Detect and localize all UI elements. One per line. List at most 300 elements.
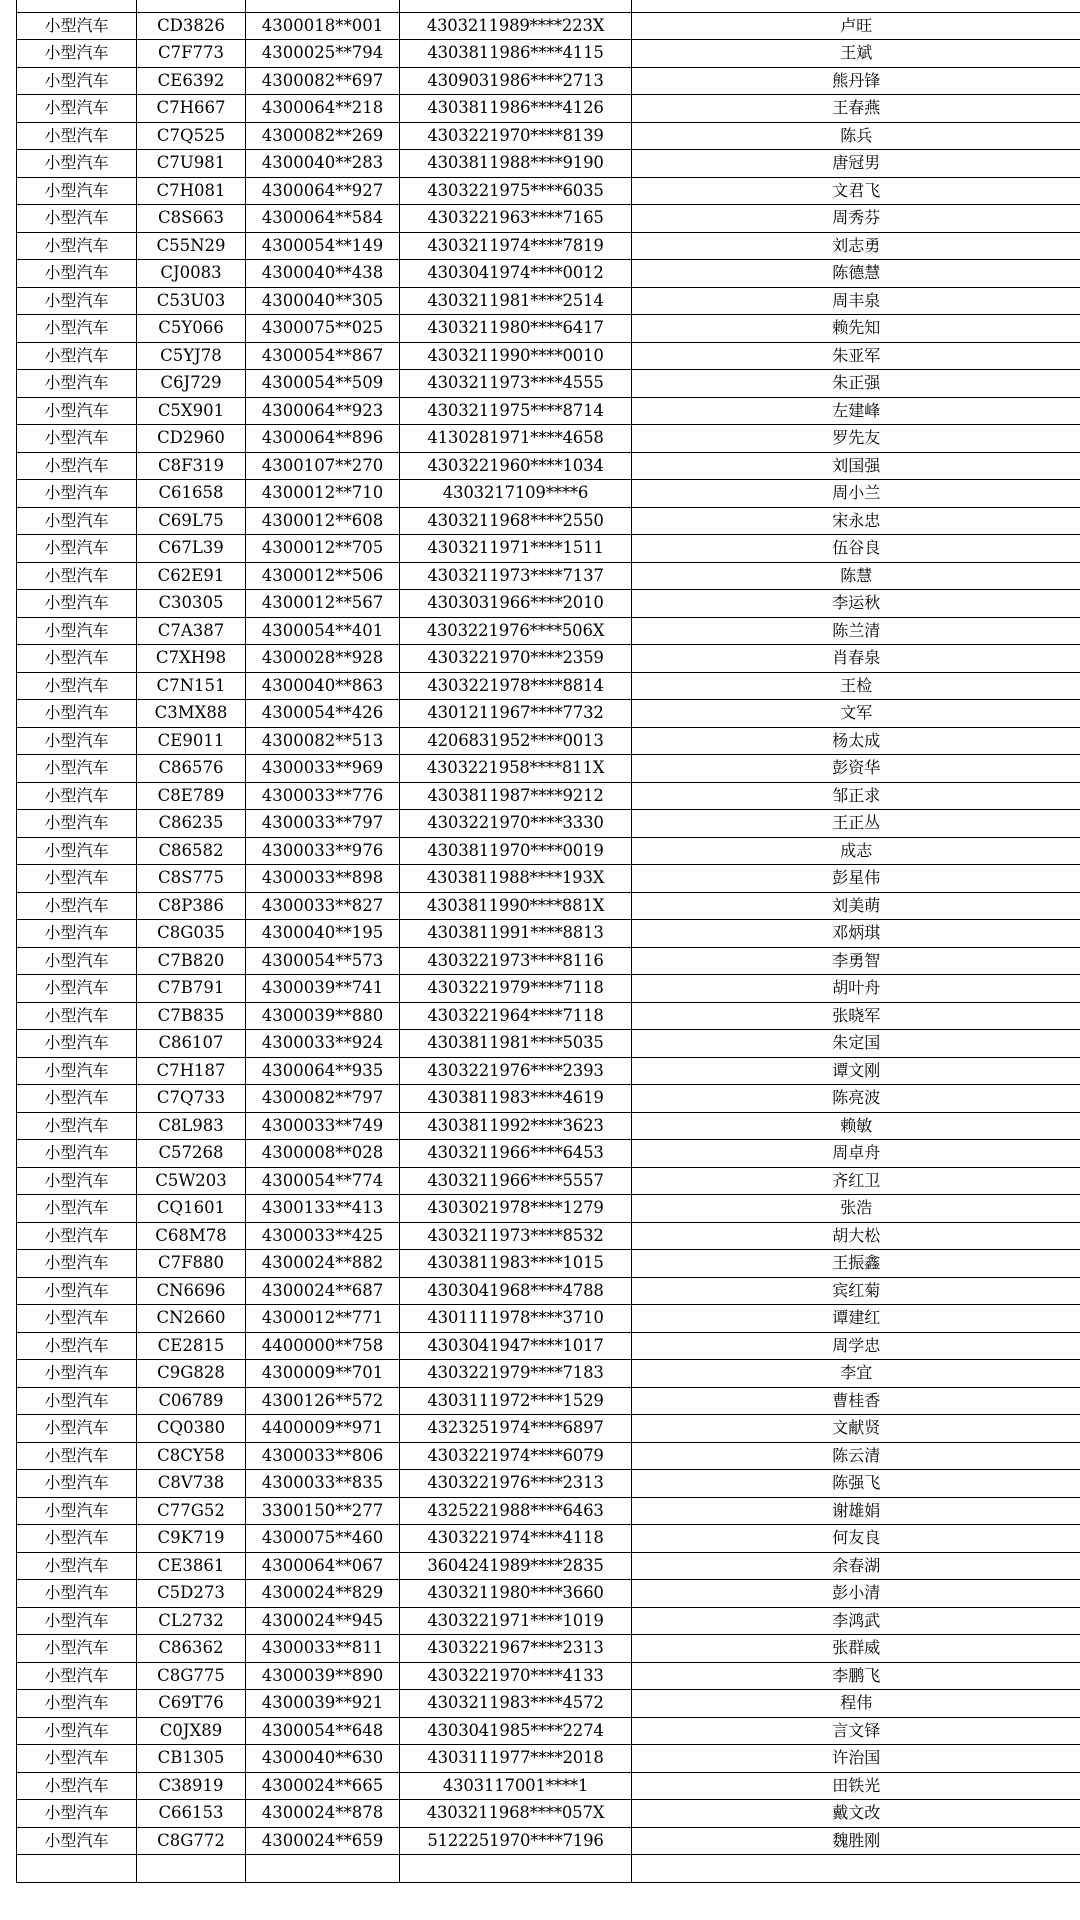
table-row xyxy=(17,0,1080,12)
table-row xyxy=(17,480,1080,508)
id-number-cell: 4303211990****0010 xyxy=(400,342,632,370)
table-row xyxy=(17,1057,1080,1085)
vehicle-type-cell: 小型汽车 xyxy=(17,1717,137,1745)
plate-number-cell: C66153 xyxy=(137,1800,246,1828)
plate-number-cell: C86235 xyxy=(137,810,246,838)
table-row xyxy=(17,975,1080,1003)
vehicle-type-cell: 小型汽车 xyxy=(17,1415,137,1443)
vehicle-type-cell: 小型汽车 xyxy=(17,1030,137,1058)
id-number-cell: 4206831952****0013 xyxy=(400,727,632,755)
vehicle-owner-table xyxy=(16,0,1080,1883)
table-row xyxy=(17,1607,1080,1635)
owner-name-cell: 陈云清 xyxy=(632,1442,1080,1470)
id-number-cell: 4303211966****6453 xyxy=(400,1140,632,1168)
owner-name-cell: 张浩 xyxy=(632,1195,1080,1223)
id-number-cell: 4303811988****9190 xyxy=(400,150,632,178)
plate-number-cell: CE3861 xyxy=(137,1552,246,1580)
id-number-cell: 4303041974****0012 xyxy=(400,260,632,288)
table-row xyxy=(17,1002,1080,1030)
owner-name-cell: 宾红菊 xyxy=(632,1277,1080,1305)
id-number-cell: 4303041968****4788 xyxy=(400,1277,632,1305)
license-number-cell: 4300082**269 xyxy=(246,122,400,150)
license-number-cell: 4300082**797 xyxy=(246,1085,400,1113)
plate-number-cell: C9K719 xyxy=(137,1525,246,1553)
table-row xyxy=(17,1580,1080,1608)
plate-number-cell: C62E91 xyxy=(137,562,246,590)
table-row xyxy=(17,562,1080,590)
vehicle-type-cell: 小型汽车 xyxy=(17,425,137,453)
table-row xyxy=(17,342,1080,370)
owner-name-cell: 彭小清 xyxy=(632,1580,1080,1608)
id-number-cell: 4303221960****1034 xyxy=(400,452,632,480)
owner-name-cell: 王春燕 xyxy=(632,95,1080,123)
id-number-cell: 5122251970****7196 xyxy=(400,1827,632,1855)
owner-name-cell: 曹桂香 xyxy=(632,1387,1080,1415)
table-row xyxy=(17,452,1080,480)
vehicle-type-cell: 小型汽车 xyxy=(17,1002,137,1030)
table-row xyxy=(17,810,1080,838)
plate-number-cell: C8S663 xyxy=(137,205,246,233)
license-number-cell: 4400009**971 xyxy=(246,1415,400,1443)
plate-number-cell: C7H187 xyxy=(137,1057,246,1085)
plate-number-cell: C7B820 xyxy=(137,947,246,975)
owner-name-cell: 熊丹锋 xyxy=(632,67,1080,95)
vehicle-type-cell: 小型汽车 xyxy=(17,1827,137,1855)
table-row xyxy=(17,1800,1080,1828)
table-row xyxy=(17,1250,1080,1278)
id-number-cell: 4303221978****8814 xyxy=(400,672,632,700)
plate-number-cell: CE6392 xyxy=(137,67,246,95)
owner-name-cell: 谢雄娟 xyxy=(632,1497,1080,1525)
vehicle-type-cell xyxy=(17,0,137,12)
owner-name-cell: 何友良 xyxy=(632,1525,1080,1553)
license-number-cell: 4300064**927 xyxy=(246,177,400,205)
vehicle-type-cell: 小型汽车 xyxy=(17,1167,137,1195)
id-number-cell: 4303211980****3660 xyxy=(400,1580,632,1608)
plate-number-cell: C8E789 xyxy=(137,782,246,810)
id-number-cell: 4303211971****1511 xyxy=(400,535,632,563)
plate-number-cell: C86576 xyxy=(137,755,246,783)
table-row xyxy=(17,727,1080,755)
table-row xyxy=(17,370,1080,398)
id-number-cell: 4303211980****6417 xyxy=(400,315,632,343)
id-number-cell: 4303211981****2514 xyxy=(400,287,632,315)
license-number-cell: 4300012**705 xyxy=(246,535,400,563)
vehicle-type-cell: 小型汽车 xyxy=(17,672,137,700)
plate-number-cell: C5D273 xyxy=(137,1580,246,1608)
license-number-cell: 4300064**067 xyxy=(246,1552,400,1580)
plate-number-cell: C30305 xyxy=(137,590,246,618)
license-number-cell: 4300033**898 xyxy=(246,865,400,893)
table-row xyxy=(17,672,1080,700)
table-row xyxy=(17,1662,1080,1690)
vehicle-type-cell: 小型汽车 xyxy=(17,122,137,150)
owner-name-cell: 陈慧 xyxy=(632,562,1080,590)
plate-number-cell: CD2960 xyxy=(137,425,246,453)
owner-name-cell: 程伟 xyxy=(632,1690,1080,1718)
id-number-cell: 4303221974****6079 xyxy=(400,1442,632,1470)
vehicle-type-cell: 小型汽车 xyxy=(17,232,137,260)
plate-number-cell: C5Y066 xyxy=(137,315,246,343)
vehicle-type-cell: 小型汽车 xyxy=(17,1140,137,1168)
id-number-cell: 4301111978****3710 xyxy=(400,1305,632,1333)
license-number-cell: 4300107**270 xyxy=(246,452,400,480)
table-row xyxy=(17,397,1080,425)
id-number-cell: 4303211973****8532 xyxy=(400,1222,632,1250)
license-number-cell: 4300012**608 xyxy=(246,507,400,535)
vehicle-type-cell: 小型汽车 xyxy=(17,617,137,645)
id-number-cell: 4303221971****1019 xyxy=(400,1607,632,1635)
owner-name-cell: 彭资华 xyxy=(632,755,1080,783)
id-number-cell: 4303221964****7118 xyxy=(400,1002,632,1030)
id-number-cell: 4303031966****2010 xyxy=(400,590,632,618)
id-number-cell: 4309031986****2713 xyxy=(400,67,632,95)
owner-name-cell: 成志 xyxy=(632,837,1080,865)
id-number-cell: 4303221963****7165 xyxy=(400,205,632,233)
table-row xyxy=(17,1442,1080,1470)
license-number-cell: 4300054**401 xyxy=(246,617,400,645)
id-number-cell: 4323251974****6897 xyxy=(400,1415,632,1443)
plate-number-cell: C7B835 xyxy=(137,1002,246,1030)
owner-name-cell: 谭文刚 xyxy=(632,1057,1080,1085)
id-number-cell: 4303221967****2313 xyxy=(400,1635,632,1663)
plate-number-cell: CQ0380 xyxy=(137,1415,246,1443)
vehicle-type-cell: 小型汽车 xyxy=(17,782,137,810)
id-number-cell: 4303221974****4118 xyxy=(400,1525,632,1553)
license-number-cell: 4300012**771 xyxy=(246,1305,400,1333)
vehicle-type-cell: 小型汽车 xyxy=(17,892,137,920)
table-row xyxy=(17,287,1080,315)
plate-number-cell: CE2815 xyxy=(137,1332,246,1360)
vehicle-type-cell: 小型汽车 xyxy=(17,1305,137,1333)
table-body xyxy=(17,0,1080,1882)
license-number-cell: 4300024**882 xyxy=(246,1250,400,1278)
plate-number-cell: C7U981 xyxy=(137,150,246,178)
license-number-cell: 4300028**928 xyxy=(246,645,400,673)
owner-name-cell: 朱定国 xyxy=(632,1030,1080,1058)
table-row xyxy=(17,1360,1080,1388)
license-number-cell: 4300126**572 xyxy=(246,1387,400,1415)
plate-number-cell: C8G772 xyxy=(137,1827,246,1855)
table-row xyxy=(17,1415,1080,1443)
owner-name-cell: 朱正强 xyxy=(632,370,1080,398)
plate-number-cell: C8G035 xyxy=(137,920,246,948)
vehicle-type-cell: 小型汽车 xyxy=(17,975,137,1003)
id-number-cell: 4303211968****2550 xyxy=(400,507,632,535)
owner-name-cell: 陈亮波 xyxy=(632,1085,1080,1113)
license-number-cell: 4300082**697 xyxy=(246,67,400,95)
owner-name-cell: 杨太成 xyxy=(632,727,1080,755)
owner-name-cell: 刘美萌 xyxy=(632,892,1080,920)
id-number-cell: 4303021978****1279 xyxy=(400,1195,632,1223)
table-row xyxy=(17,260,1080,288)
vehicle-type-cell: 小型汽车 xyxy=(17,1552,137,1580)
id-number-cell: 4301211967****7732 xyxy=(400,700,632,728)
vehicle-type-cell: 小型汽车 xyxy=(17,342,137,370)
owner-name-cell: 肖春泉 xyxy=(632,645,1080,673)
table-row xyxy=(17,1470,1080,1498)
vehicle-type-cell: 小型汽车 xyxy=(17,1635,137,1663)
id-number-cell: 4303221979****7118 xyxy=(400,975,632,1003)
id-number-cell: 4303221970****3330 xyxy=(400,810,632,838)
owner-name-cell: 周卓舟 xyxy=(632,1140,1080,1168)
vehicle-type-cell: 小型汽车 xyxy=(17,480,137,508)
owner-name-cell: 胡叶舟 xyxy=(632,975,1080,1003)
owner-name-cell: 田铁光 xyxy=(632,1772,1080,1800)
owner-name-cell: 魏胜刚 xyxy=(632,1827,1080,1855)
id-number-cell: 4303211974****7819 xyxy=(400,232,632,260)
vehicle-type-cell: 小型汽车 xyxy=(17,205,137,233)
vehicle-type-cell: 小型汽车 xyxy=(17,837,137,865)
id-number-cell: 4303811988****193X xyxy=(400,865,632,893)
id-number-cell: 4303041947****1017 xyxy=(400,1332,632,1360)
table-row xyxy=(17,1717,1080,1745)
vehicle-type-cell: 小型汽车 xyxy=(17,865,137,893)
plate-number-cell: C9G828 xyxy=(137,1360,246,1388)
owner-name-cell: 戴文改 xyxy=(632,1800,1080,1828)
vehicle-type-cell: 小型汽车 xyxy=(17,1332,137,1360)
owner-name-cell: 李宜 xyxy=(632,1360,1080,1388)
id-number-cell: 4130281971****4658 xyxy=(400,425,632,453)
owner-name-cell: 王正丛 xyxy=(632,810,1080,838)
license-number-cell: 4300033**776 xyxy=(246,782,400,810)
plate-number-cell: C8L983 xyxy=(137,1112,246,1140)
license-number-cell: 4300033**827 xyxy=(246,892,400,920)
table-row xyxy=(17,1497,1080,1525)
id-number-cell: 4303811991****8813 xyxy=(400,920,632,948)
id-number-cell: 4303111972****1529 xyxy=(400,1387,632,1415)
plate-number-cell: CB1305 xyxy=(137,1745,246,1773)
vehicle-type-cell: 小型汽车 xyxy=(17,1800,137,1828)
table-row xyxy=(17,150,1080,178)
table-row xyxy=(17,1552,1080,1580)
vehicle-type-cell: 小型汽车 xyxy=(17,1772,137,1800)
id-number-cell xyxy=(400,1855,632,1883)
license-number-cell: 4400000**758 xyxy=(246,1332,400,1360)
vehicle-type-cell: 小型汽车 xyxy=(17,177,137,205)
plate-number-cell: C06789 xyxy=(137,1387,246,1415)
id-number-cell: 4303221973****8116 xyxy=(400,947,632,975)
plate-number-cell: C8F319 xyxy=(137,452,246,480)
license-number-cell: 4300033**806 xyxy=(246,1442,400,1470)
id-number-cell xyxy=(400,0,632,12)
table-row xyxy=(17,1030,1080,1058)
id-number-cell: 4303811983****4619 xyxy=(400,1085,632,1113)
owner-name-cell: 李鸿武 xyxy=(632,1607,1080,1635)
owner-name-cell: 许治国 xyxy=(632,1745,1080,1773)
owner-name-cell: 王振鑫 xyxy=(632,1250,1080,1278)
table-row xyxy=(17,1277,1080,1305)
vehicle-type-cell: 小型汽车 xyxy=(17,1442,137,1470)
license-number-cell: 4300064**584 xyxy=(246,205,400,233)
license-number-cell: 4300054**573 xyxy=(246,947,400,975)
owner-name-cell: 李鹏飞 xyxy=(632,1662,1080,1690)
table-row xyxy=(17,1635,1080,1663)
license-number-cell: 4300024**659 xyxy=(246,1827,400,1855)
vehicle-type-cell: 小型汽车 xyxy=(17,315,137,343)
plate-number-cell: C7F880 xyxy=(137,1250,246,1278)
id-number-cell: 4303811981****5035 xyxy=(400,1030,632,1058)
license-number-cell: 4300012**710 xyxy=(246,480,400,508)
owner-name-cell: 王斌 xyxy=(632,40,1080,68)
id-number-cell: 4303221979****7183 xyxy=(400,1360,632,1388)
owner-name-cell: 赖敏 xyxy=(632,1112,1080,1140)
table-row xyxy=(17,535,1080,563)
id-number-cell: 4303811986****4126 xyxy=(400,95,632,123)
license-number-cell: 4300012**567 xyxy=(246,590,400,618)
table-row xyxy=(17,590,1080,618)
owner-name-cell: 罗先友 xyxy=(632,425,1080,453)
owner-name-cell: 刘国强 xyxy=(632,452,1080,480)
owner-name-cell xyxy=(632,0,1080,12)
owner-name-cell: 齐红卫 xyxy=(632,1167,1080,1195)
owner-name-cell: 邹正求 xyxy=(632,782,1080,810)
license-number-cell: 4300024**829 xyxy=(246,1580,400,1608)
vehicle-type-cell: 小型汽车 xyxy=(17,507,137,535)
table-row xyxy=(17,40,1080,68)
license-number-cell: 4300040**630 xyxy=(246,1745,400,1773)
owner-name-cell xyxy=(632,1855,1080,1883)
owner-name-cell: 周小兰 xyxy=(632,480,1080,508)
plate-number-cell: C7H081 xyxy=(137,177,246,205)
id-number-cell: 4303217109****6 xyxy=(400,480,632,508)
owner-name-cell: 陈兰清 xyxy=(632,617,1080,645)
plate-number-cell: C7Q733 xyxy=(137,1085,246,1113)
owner-name-cell: 左建峰 xyxy=(632,397,1080,425)
table-row xyxy=(17,1140,1080,1168)
table-row xyxy=(17,1167,1080,1195)
plate-number-cell: CN2660 xyxy=(137,1305,246,1333)
vehicle-type-cell: 小型汽车 xyxy=(17,1360,137,1388)
owner-name-cell: 文献贤 xyxy=(632,1415,1080,1443)
id-number-cell: 4303221958****811X xyxy=(400,755,632,783)
owner-name-cell: 伍谷良 xyxy=(632,535,1080,563)
license-number-cell: 4300039**921 xyxy=(246,1690,400,1718)
plate-number-cell: C8S775 xyxy=(137,865,246,893)
id-number-cell: 4303221970****8139 xyxy=(400,122,632,150)
plate-number-cell: C68M78 xyxy=(137,1222,246,1250)
table-row xyxy=(17,700,1080,728)
plate-number-cell: C38919 xyxy=(137,1772,246,1800)
license-number-cell: 4300033**969 xyxy=(246,755,400,783)
vehicle-type-cell xyxy=(17,1855,137,1883)
plate-number-cell: C86107 xyxy=(137,1030,246,1058)
vehicle-type-cell: 小型汽车 xyxy=(17,700,137,728)
license-number-cell xyxy=(246,1855,400,1883)
license-number-cell xyxy=(246,0,400,12)
vehicle-type-cell: 小型汽车 xyxy=(17,397,137,425)
license-number-cell: 4300012**506 xyxy=(246,562,400,590)
table-row xyxy=(17,1195,1080,1223)
plate-number-cell: C7N151 xyxy=(137,672,246,700)
vehicle-type-cell: 小型汽车 xyxy=(17,12,137,40)
table-row xyxy=(17,920,1080,948)
table-row xyxy=(17,1222,1080,1250)
vehicle-type-cell: 小型汽车 xyxy=(17,1195,137,1223)
license-number-cell: 4300040**863 xyxy=(246,672,400,700)
vehicle-type-cell: 小型汽车 xyxy=(17,645,137,673)
vehicle-type-cell: 小型汽车 xyxy=(17,1470,137,1498)
vehicle-type-cell: 小型汽车 xyxy=(17,1607,137,1635)
table-row xyxy=(17,425,1080,453)
plate-number-cell: C6J729 xyxy=(137,370,246,398)
vehicle-type-cell: 小型汽车 xyxy=(17,1690,137,1718)
id-number-cell: 4303211966****5557 xyxy=(400,1167,632,1195)
license-number-cell: 4300054**867 xyxy=(246,342,400,370)
license-number-cell: 4300024**665 xyxy=(246,1772,400,1800)
license-number-cell: 4300033**797 xyxy=(246,810,400,838)
plate-number-cell: C57268 xyxy=(137,1140,246,1168)
id-number-cell: 4303221976****506X xyxy=(400,617,632,645)
plate-number-cell: C67L39 xyxy=(137,535,246,563)
id-number-cell: 4303811983****1015 xyxy=(400,1250,632,1278)
license-number-cell: 4300033**811 xyxy=(246,1635,400,1663)
license-number-cell: 4300040**305 xyxy=(246,287,400,315)
plate-number-cell: C7B791 xyxy=(137,975,246,1003)
vehicle-type-cell: 小型汽车 xyxy=(17,1222,137,1250)
vehicle-type-cell: 小型汽车 xyxy=(17,150,137,178)
vehicle-type-cell: 小型汽车 xyxy=(17,920,137,948)
vehicle-type-cell: 小型汽车 xyxy=(17,1497,137,1525)
vehicle-type-cell: 小型汽车 xyxy=(17,1662,137,1690)
table-row xyxy=(17,1332,1080,1360)
owner-name-cell: 王检 xyxy=(632,672,1080,700)
table-row xyxy=(17,12,1080,40)
license-number-cell: 4300009**701 xyxy=(246,1360,400,1388)
plate-number-cell: C7F773 xyxy=(137,40,246,68)
license-number-cell: 4300039**890 xyxy=(246,1662,400,1690)
plate-number-cell: C7Q525 xyxy=(137,122,246,150)
id-number-cell: 4303221970****2359 xyxy=(400,645,632,673)
owner-name-cell: 宋永忠 xyxy=(632,507,1080,535)
table-row xyxy=(17,315,1080,343)
plate-number-cell: C61658 xyxy=(137,480,246,508)
owner-name-cell: 邓炳琪 xyxy=(632,920,1080,948)
license-number-cell: 4300054**648 xyxy=(246,1717,400,1745)
vehicle-type-cell: 小型汽车 xyxy=(17,287,137,315)
owner-name-cell: 彭星伟 xyxy=(632,865,1080,893)
table-row xyxy=(17,1827,1080,1855)
owner-name-cell: 周丰泉 xyxy=(632,287,1080,315)
plate-number-cell: C86362 xyxy=(137,1635,246,1663)
plate-number-cell: CE9011 xyxy=(137,727,246,755)
plate-number-cell: CQ1601 xyxy=(137,1195,246,1223)
id-number-cell: 4303211973****4555 xyxy=(400,370,632,398)
table-row xyxy=(17,645,1080,673)
plate-number-cell: C0JX89 xyxy=(137,1717,246,1745)
table-row xyxy=(17,1387,1080,1415)
plate-number-cell: CJ0083 xyxy=(137,260,246,288)
license-number-cell: 4300039**741 xyxy=(246,975,400,1003)
id-number-cell: 3604241989****2835 xyxy=(400,1552,632,1580)
owner-name-cell: 周秀芬 xyxy=(632,205,1080,233)
plate-number-cell: C8CY58 xyxy=(137,1442,246,1470)
vehicle-type-cell: 小型汽车 xyxy=(17,947,137,975)
table-row xyxy=(17,865,1080,893)
vehicle-type-cell: 小型汽车 xyxy=(17,1580,137,1608)
owner-name-cell: 张晓军 xyxy=(632,1002,1080,1030)
table-row xyxy=(17,1305,1080,1333)
owner-name-cell: 朱亚军 xyxy=(632,342,1080,370)
license-number-cell: 4300024**878 xyxy=(246,1800,400,1828)
table-row xyxy=(17,67,1080,95)
id-number-cell: 4303221976****2313 xyxy=(400,1470,632,1498)
vehicle-type-cell: 小型汽车 xyxy=(17,1057,137,1085)
license-number-cell: 4300024**687 xyxy=(246,1277,400,1305)
table-row xyxy=(17,1085,1080,1113)
owner-name-cell: 陈强飞 xyxy=(632,1470,1080,1498)
vehicle-type-cell: 小型汽车 xyxy=(17,1277,137,1305)
